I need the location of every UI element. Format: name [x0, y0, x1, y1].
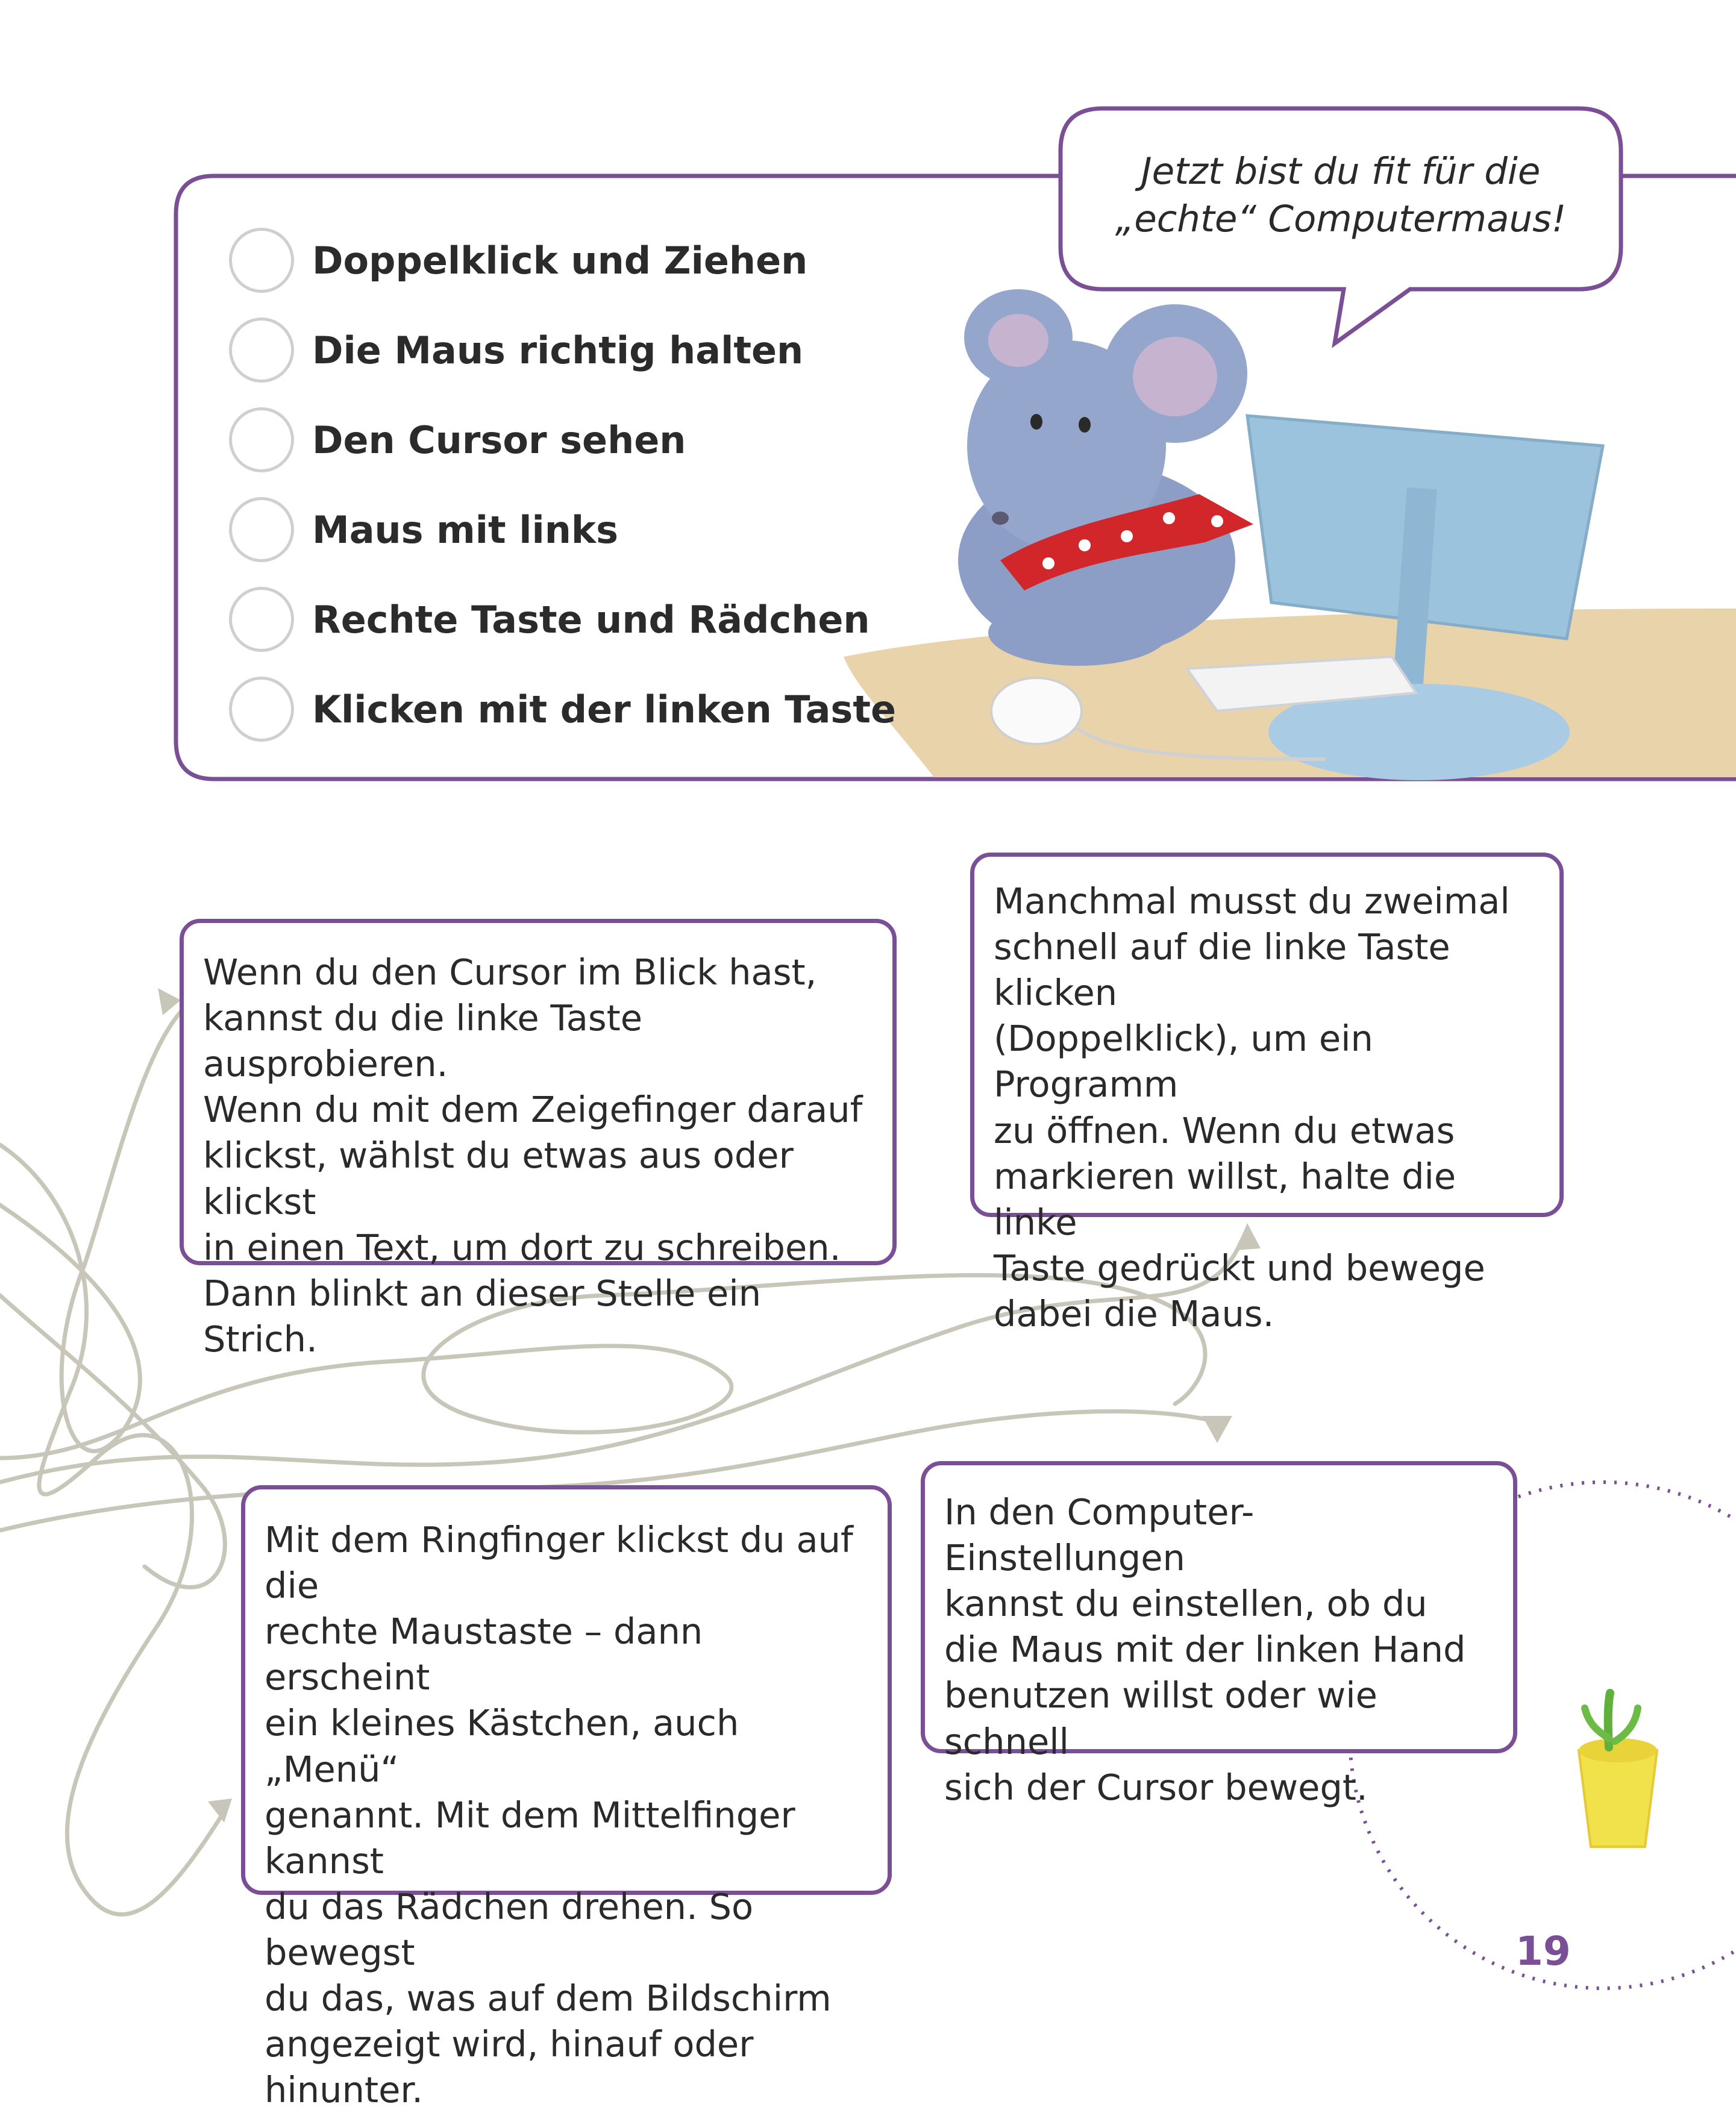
- wiggle-line-5: [0, 1000, 193, 1451]
- check-label: Die Maus richtig halten: [312, 328, 804, 372]
- info-text-left-click: Wenn du den Cursor im Blick hast, kannst du die linke Taste ausprobieren. Wenn du mit dem Zeigefinger darauf klickst, wählst du etwas aus oder klickst in einen Text, um dort zu schreiben. Dann blinkt an dieser Stelle ein Strich.: [203, 951, 863, 1360]
- check-item-cursor-sehen[interactable]: [229, 407, 686, 472]
- check-label: Doppelklick und Ziehen: [312, 238, 808, 283]
- check-item-maus-halten[interactable]: [229, 318, 803, 383]
- checkbox-circle[interactable]: [229, 587, 294, 652]
- check-item-rechte-taste[interactable]: [229, 587, 870, 652]
- check-label: Den Cursor sehen: [312, 418, 686, 462]
- arrow-head-settings: [1202, 1416, 1232, 1443]
- arrow-head-left-click: [158, 988, 181, 1015]
- page-number: 19: [1515, 1928, 1571, 1974]
- check-label: Maus mit links: [312, 507, 619, 552]
- info-text-right-click: Mit dem Ringfinger klickst du auf die rechte Maustaste – dann erscheint ein kleines Kästchen, auch „Menü“ genannt. Mit dem Mittelfinger kannst du das Rädchen drehen. So bewegst du das, was auf dem Bildschirm angezeigt wird, hinauf oder hinunter.: [265, 1519, 853, 2111]
- info-text-double-click: Manchmal musst du zweimal schnell auf die linke Taste klicken (Doppelklick), um ein Programm zu öffnen. Wenn du etwas markieren willst, halte die linke Taste gedrückt und bewege dabei die Maus.: [994, 880, 1510, 1335]
- checkbox-circle[interactable]: [229, 677, 294, 742]
- checkbox-circle[interactable]: [229, 228, 294, 293]
- checkbox-circle[interactable]: [229, 497, 294, 562]
- info-box-left-click: [180, 919, 897, 1360]
- plant-pot-illustration: [1579, 1693, 1657, 1847]
- info-box-settings: [921, 1461, 1517, 1808]
- mouse-at-computer-illustration: [844, 289, 1736, 780]
- checkbox-circle[interactable]: [229, 318, 294, 383]
- check-label: Rechte Taste und Rädchen: [312, 597, 870, 642]
- info-box-right-click: [241, 1485, 892, 2111]
- info-box-double-click: [970, 853, 1564, 1335]
- check-item-maus-mit-links[interactable]: [229, 497, 618, 562]
- check-label: Klicken mit der linken Taste: [312, 687, 897, 731]
- speech-bubble-text: Jetzt bist du fit für die „echte“ Computermaus!: [1115, 150, 1567, 241]
- check-item-linke-taste[interactable]: [229, 677, 896, 742]
- checkbox-circle[interactable]: [229, 407, 294, 472]
- check-item-doppelklick[interactable]: [229, 228, 807, 293]
- info-text-settings: In den Computer-Einstellungen kannst du einstellen, ob du die Maus mit der linken Hand benutzen willst oder wie schnell sich der Cursor bewegt.: [944, 1491, 1466, 1808]
